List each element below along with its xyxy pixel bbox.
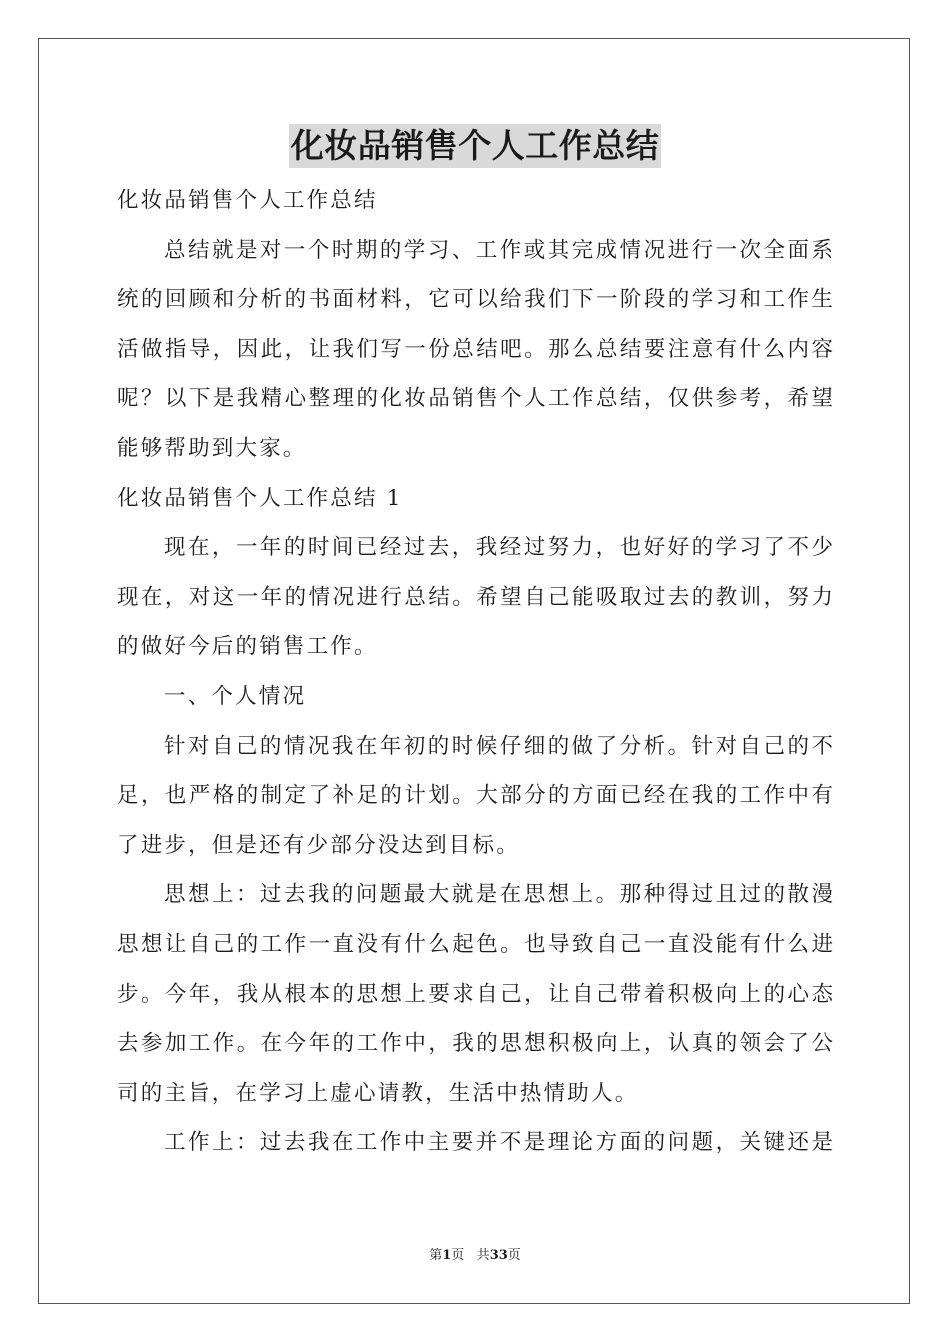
text-line: 的做好今后的销售工作。 <box>117 634 378 660</box>
document-title: 化妆品销售个人工作总结 <box>289 124 662 168</box>
text-line: 思想让自己的工作一直没有什么起色。也导致自己一直没能有什么进 <box>117 931 833 957</box>
footer-page-number: 1 <box>442 1248 452 1263</box>
title-container <box>0 124 950 168</box>
text-line: 统的回顾和分析的书面材料，它可以给我们下一阶段的学习和工作生 <box>117 287 833 313</box>
page-footer <box>0 1247 950 1265</box>
footer-page-suffix: 页 <box>451 1248 465 1263</box>
text-line: 司的主旨，在学习上虚心请教，生活中热情助人。 <box>117 1080 639 1106</box>
footer-total-pages: 33 <box>489 1248 508 1263</box>
text-line: 足，也严格的制定了补足的计划。大部分的方面已经在我的工作中有 <box>117 783 833 809</box>
text-line: 了进步，但是还有少部分没达到目标。 <box>117 832 520 858</box>
text-line: 化妆品销售个人工作总结 <box>117 188 378 213</box>
text-line: 化妆品销售个人工作总结 1 <box>117 485 403 511</box>
text-line: 一、个人情况 <box>164 683 307 709</box>
footer-page-prefix: 第 <box>429 1248 443 1263</box>
text-line: 总结就是对一个时期的学习、工作或其完成情况进行一次全面系 <box>164 237 833 263</box>
text-line: 去参加工作。在今年的工作中，我的思想积极向上，认真的领会了公 <box>117 1031 833 1057</box>
text-line: 呢？以下是我精心整理的化妆品销售个人工作总结，仅供参考，希望 <box>117 386 833 412</box>
text-line: 思想上：过去我的问题最大就是在思想上。那种得过且过的散漫 <box>164 882 833 908</box>
text-line: 现在，一年的时间已经过去，我经过努力，也好好的学习了不少 <box>164 535 833 561</box>
text-line: 活做指导，因此，让我们写一份总结吧。那么总结要注意有什么内容 <box>117 336 833 362</box>
text-line: 步。今年，我从根本的思想上要求自己，让自己带着积极向上的心态 <box>117 981 833 1007</box>
text-line: 针对自己的情况我在年初的时候仔细的做了分析。针对自己的不 <box>164 733 833 759</box>
text-line: 现在，对这一年的情况进行总结。希望自己能吸取过去的教训，努力 <box>117 584 833 610</box>
text-line: 能够帮助到大家。 <box>117 435 307 461</box>
footer-total-prefix: 共 <box>476 1248 490 1263</box>
text-line: 工作上：过去我在工作中主要并不是理论方面的问题，关键还是 <box>164 1130 833 1156</box>
footer-total-suffix: 页 <box>507 1248 521 1263</box>
document-body <box>117 176 833 1168</box>
